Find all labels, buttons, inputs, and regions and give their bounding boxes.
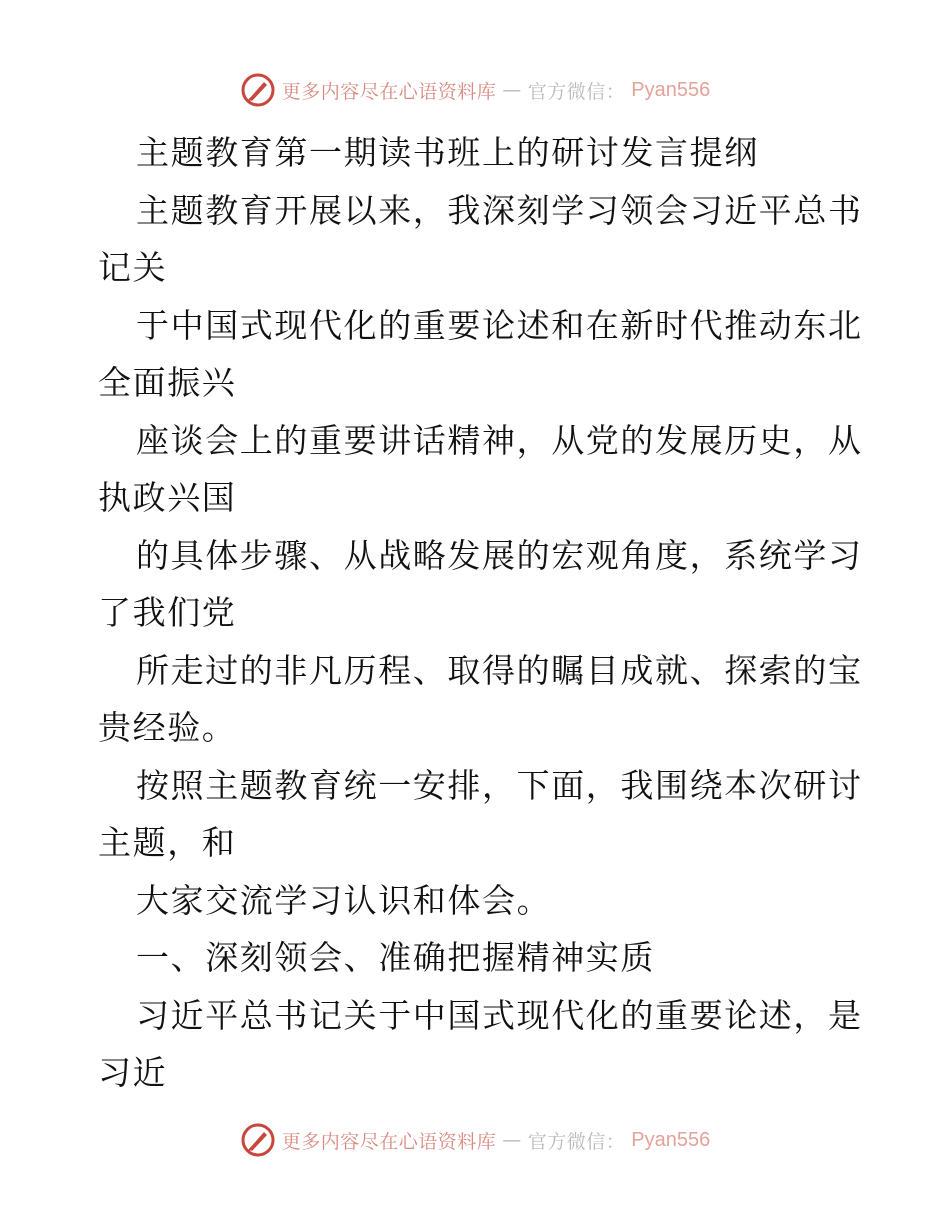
text-line: 执政兴国 bbox=[98, 478, 237, 517]
watermark-wechat-label: 官方微信： bbox=[527, 80, 626, 103]
text-line: 座谈会上的重要讲话精神，从党的发展历史，从 bbox=[136, 420, 863, 460]
text-line: 按照主题教育统一安排，下面，我围绕本次研讨 bbox=[136, 765, 863, 805]
watermark-wechat-id: Pyan556 bbox=[631, 1128, 711, 1151]
watermark-brand-text: 更多内容尽在心语资料库 bbox=[281, 1130, 497, 1153]
watermark-separator: — bbox=[502, 1129, 522, 1151]
red-quill-logo-icon bbox=[240, 1122, 276, 1158]
footer-watermark bbox=[0, 1120, 950, 1160]
text-line: 习近 bbox=[98, 1053, 168, 1092]
text-line: 所走过的非凡历程、取得的瞩目成就、探索的宝 bbox=[136, 650, 863, 690]
section-heading: 一、深刻领会、准确把握精神实质 bbox=[136, 938, 655, 977]
text-line: 于中国式现代化的重要论述和在新时代推动东北 bbox=[136, 305, 863, 345]
text-line: 全面振兴 bbox=[98, 363, 237, 402]
text-line: 习近平总书记关于中国式现代化的重要论述，是 bbox=[136, 995, 863, 1035]
watermark-wechat-id: Pyan556 bbox=[631, 78, 711, 101]
text-line: 贵经验。 bbox=[98, 708, 237, 747]
red-quill-logo-icon bbox=[240, 72, 276, 108]
watermark-brand-text: 更多内容尽在心语资料库 bbox=[281, 80, 497, 103]
document-body bbox=[98, 124, 863, 1102]
watermark-wechat-label: 官方微信： bbox=[527, 1130, 626, 1153]
text-line: 的具体步骤、从战略发展的宏观角度，系统学习 bbox=[136, 535, 863, 575]
document-title: 主题教育第一期读书班上的研讨发言提纲 bbox=[136, 133, 759, 172]
header-watermark bbox=[0, 70, 950, 110]
text-line: 主题，和 bbox=[98, 823, 237, 862]
text-line: 大家交流学习认识和体会。 bbox=[136, 880, 552, 920]
text-line: 了我们党 bbox=[98, 593, 237, 632]
text-line: 主题教育开展以来，我深刻学习领会习近平总书 bbox=[136, 190, 863, 230]
text-line: 记关 bbox=[98, 248, 168, 287]
watermark-separator: — bbox=[502, 79, 522, 101]
